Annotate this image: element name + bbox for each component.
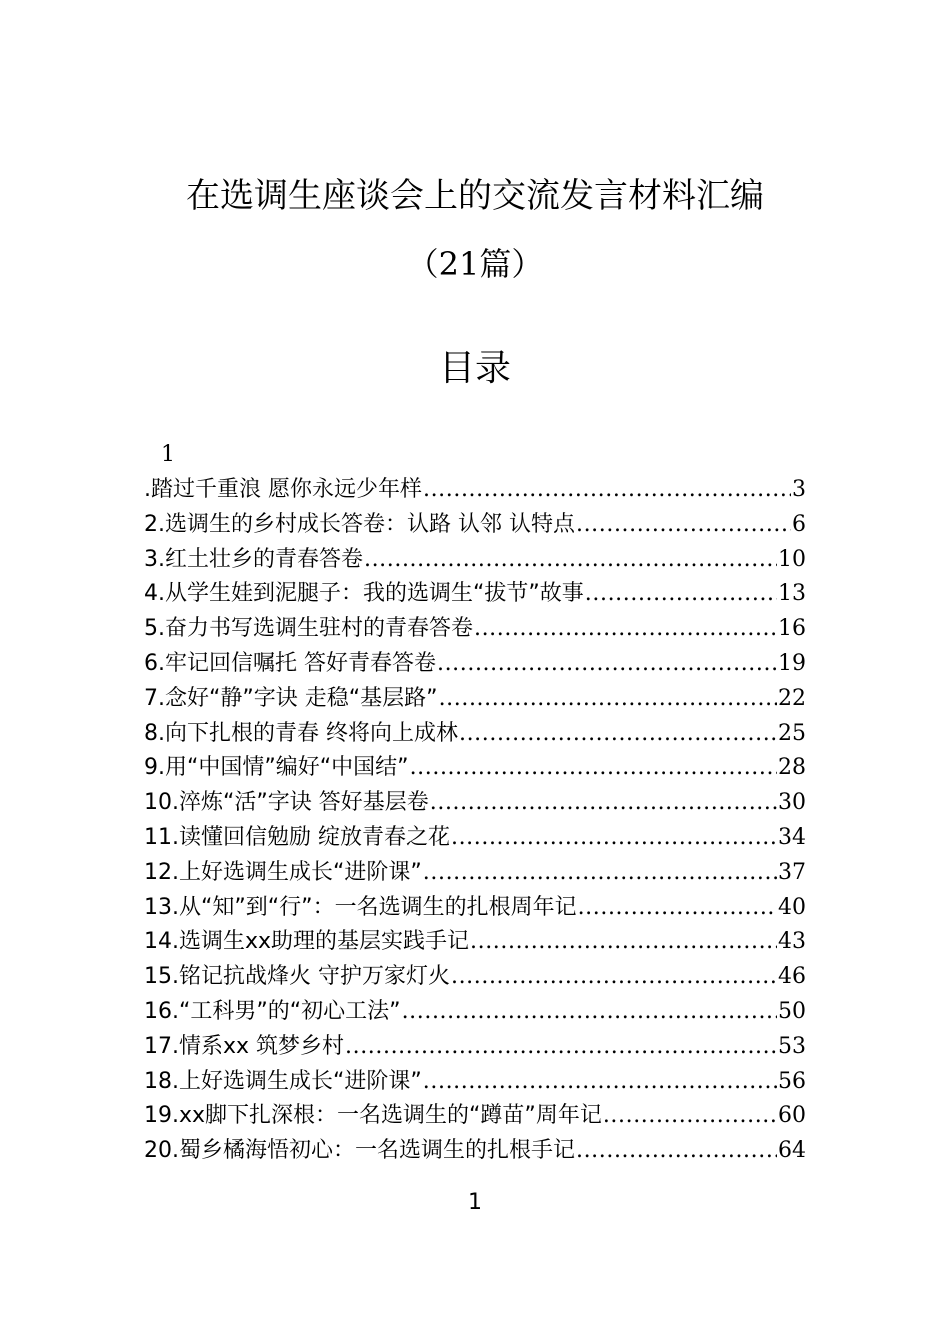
toc-dot-leader — [439, 682, 777, 717]
toc-entry-title: 5.奋力书写选调生驻村的青春答卷 — [144, 616, 473, 642]
toc-entry-title: 7.念好“静”字诀 走稳“基层路” — [144, 685, 438, 711]
toc-entry-page: 10 — [778, 546, 806, 572]
toc-entry-title: 2.选调生的乡村成长答卷：认路 认邻 认特点 — [144, 511, 575, 537]
toc-dot-leader — [410, 751, 777, 786]
toc-entry-title: 16.“工科男”的“初心工法” — [144, 998, 401, 1024]
toc-entry-title: 8.向下扎根的青春 终将向上成林 — [144, 720, 458, 746]
toc-entry[interactable] — [144, 612, 806, 647]
toc-entry-title: 3.红土壮乡的青春答卷 — [144, 546, 363, 572]
toc-entry-title: 14.选调生xx助理的基层实践手记 — [144, 929, 470, 955]
toc-entry-title: 4.从学生娃到泥腿子：我的选调生“拔节”故事 — [144, 581, 584, 607]
toc-entry-page: 13 — [778, 581, 806, 607]
toc-entry-title: 13.从“知”到“行”：一名选调生的扎根周年记 — [144, 894, 577, 920]
toc-entry-page: 53 — [778, 1033, 806, 1059]
toc-entry[interactable] — [144, 1030, 806, 1065]
toc-entry[interactable] — [144, 717, 806, 752]
toc-entry-title: 15.铭记抗战烽火 守护万家灯火 — [144, 964, 450, 990]
toc-entry[interactable] — [144, 960, 806, 995]
toc-entry[interactable] — [144, 647, 806, 682]
toc-dot-leader — [402, 995, 777, 1030]
toc-dot-leader — [470, 925, 777, 960]
toc-entry[interactable] — [144, 856, 806, 891]
toc-entry[interactable] — [144, 751, 806, 786]
toc-entry-page: 50 — [778, 998, 806, 1024]
toc-entry-page: 46 — [778, 964, 806, 990]
toc-entry-page: 34 — [778, 824, 806, 850]
toc-entry[interactable] — [144, 682, 806, 717]
toc-entry-page: 37 — [778, 859, 806, 885]
toc-entry-page: 60 — [778, 1103, 806, 1129]
toc-entry[interactable] — [144, 1134, 806, 1169]
toc-dot-leader — [345, 1030, 777, 1065]
toc-entry-page: 64 — [778, 1138, 806, 1164]
toc-entry[interactable] — [144, 543, 806, 578]
toc-dot-leader — [451, 821, 777, 856]
table-of-contents — [144, 473, 806, 1169]
toc-entry-page: 25 — [778, 720, 806, 746]
toc-entry-title: 18.上好选调生成长“进阶课” — [144, 1068, 422, 1094]
toc-entry-page: 19 — [778, 650, 806, 676]
toc-entry[interactable] — [144, 995, 806, 1030]
toc-dot-leader — [576, 1134, 777, 1169]
toc-dot-leader — [430, 786, 777, 821]
toc-entry-page: 28 — [778, 755, 806, 781]
document-title: 在选调生座谈会上的交流发言材料汇编 — [186, 176, 764, 216]
toc-entry-title: 11.读懂回信勉励 绽放青春之花 — [144, 824, 450, 850]
page-number: 1 — [468, 1190, 482, 1215]
toc-entry-page: 40 — [778, 894, 806, 920]
toc-dot-leader — [603, 1099, 777, 1134]
toc-dot-leader — [585, 577, 777, 612]
toc-heading: 目录 — [438, 348, 511, 389]
toc-dot-leader — [437, 647, 777, 682]
toc-entry[interactable] — [144, 577, 806, 612]
toc-entry-title: 12.上好选调生成长“进阶课” — [144, 859, 422, 885]
toc-entry-page: 22 — [778, 685, 806, 711]
toc-entry[interactable] — [144, 1065, 806, 1100]
toc-entry[interactable] — [144, 473, 806, 508]
toc-dot-leader — [423, 1065, 777, 1100]
toc-entry-page: 3 — [792, 477, 806, 502]
toc-dot-leader — [578, 891, 777, 926]
toc-dot-leader — [423, 473, 791, 508]
toc-dot-leader — [423, 856, 777, 891]
toc-entry[interactable] — [144, 786, 806, 821]
document-subtitle: （21篇） — [406, 245, 544, 283]
toc-entry[interactable] — [144, 821, 806, 856]
toc-entry-title: .踏过千重浪 愿你永远少年样 — [144, 477, 422, 502]
toc-dot-leader — [576, 508, 791, 543]
toc-entry-title: 9.用“中国情”编好“中国结” — [144, 755, 409, 781]
toc-entry-title: 10.淬炼“活”字诀 答好基层卷 — [144, 790, 429, 816]
toc-entry[interactable] — [144, 925, 806, 960]
toc-dot-leader — [474, 612, 777, 647]
toc-entry[interactable] — [144, 891, 806, 926]
toc-dot-leader — [364, 543, 777, 578]
toc-entry[interactable] — [144, 508, 806, 543]
toc-entry-page: 6 — [792, 511, 806, 537]
toc-entry-title: 6.牢记回信嘱托 答好青春答卷 — [144, 650, 436, 676]
toc-entry-title: 17.情系xx 筑梦乡村 — [144, 1033, 345, 1059]
toc-entry-page: 16 — [778, 616, 806, 642]
toc-entry-page: 56 — [778, 1068, 806, 1094]
toc-entry-page: 30 — [778, 790, 806, 816]
toc-entry-page: 43 — [778, 929, 806, 955]
toc-entry[interactable] — [144, 1099, 806, 1134]
toc-entry-title: 20.蜀乡橘海悟初心：一名选调生的扎根手记 — [144, 1138, 575, 1164]
toc-first-entry-number: 1 — [161, 442, 175, 467]
toc-dot-leader — [451, 960, 777, 995]
toc-dot-leader — [459, 717, 777, 752]
toc-entry-title: 19.xx脚下扎深根：一名选调生的“蹲苗”周年记 — [144, 1103, 602, 1129]
